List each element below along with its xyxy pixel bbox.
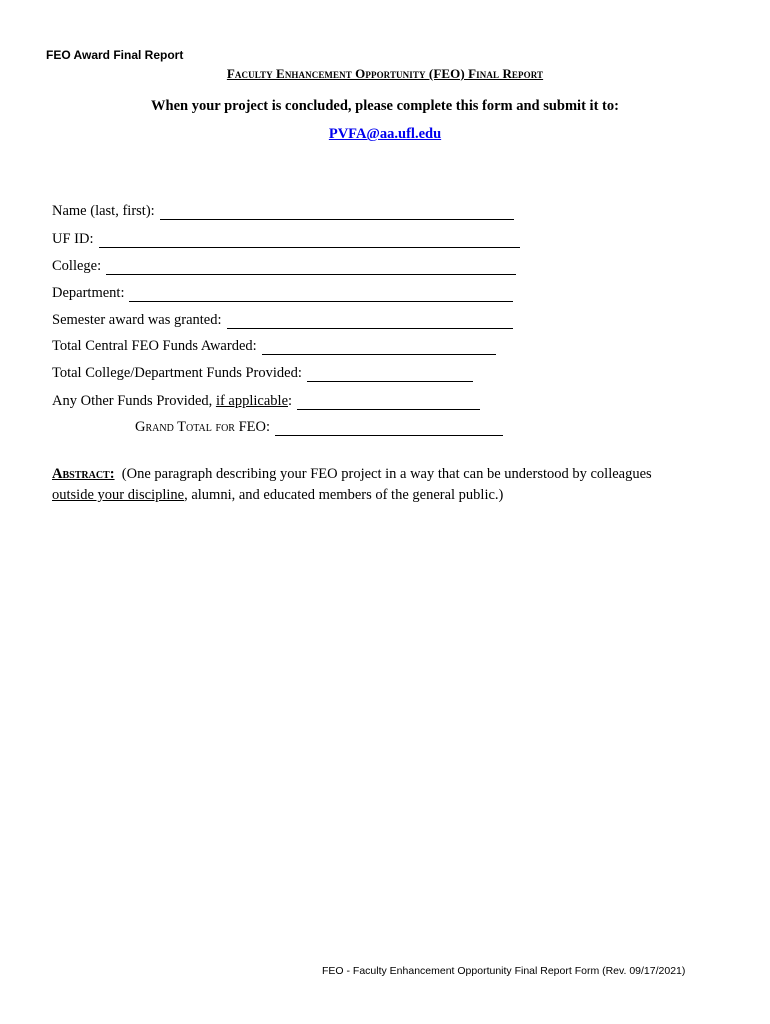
department-input-line[interactable] xyxy=(129,287,513,302)
abstract-text-end: , alumni, and educated members of the general public.) xyxy=(184,487,504,503)
central-funds-field-row xyxy=(52,338,496,355)
name-field-row xyxy=(52,203,514,220)
college-field-row xyxy=(52,258,516,275)
semester-label: Semester award was granted: xyxy=(52,312,222,328)
ufid-label: UF ID: xyxy=(52,231,94,247)
abstract-section xyxy=(52,464,712,506)
grand-total-field-row xyxy=(135,419,503,436)
college-funds-label: Total College/Department Funds Provided: xyxy=(52,365,302,381)
name-input-line[interactable] xyxy=(160,205,514,220)
semester-input-line[interactable] xyxy=(227,314,513,329)
submission-instruction: When your project is concluded, please complete this form and submit it to: xyxy=(151,98,619,114)
document-header-label: FEO Award Final Report xyxy=(46,48,184,62)
other-funds-label-suffix: : xyxy=(288,393,293,409)
submission-email-link[interactable]: PVFA@aa.ufl.edu xyxy=(328,126,442,142)
abstract-text-underlined: outside your discipline xyxy=(52,487,185,503)
department-field-row xyxy=(52,285,513,302)
ufid-field-row xyxy=(52,231,520,248)
semester-field-row xyxy=(52,312,513,329)
other-funds-label-prefix: Any Other Funds Provided, xyxy=(52,393,213,409)
page-footer: FEO - Faculty Enhancement Opportunity Final Report Form (Rev. 09/17/2021) xyxy=(322,965,686,977)
other-funds-label xyxy=(52,393,292,410)
department-label: Department: xyxy=(52,285,125,301)
other-funds-field-row xyxy=(52,393,480,410)
abstract-text-start: (One paragraph describing your FEO project in a way that can be understood by colleagues xyxy=(121,466,652,482)
central-funds-label: Total Central FEO Funds Awarded: xyxy=(52,338,257,354)
name-label: Name (last, first): xyxy=(52,203,155,219)
other-funds-label-underlined: if applicable xyxy=(215,393,288,409)
college-label: College: xyxy=(52,258,102,274)
college-input-line[interactable] xyxy=(106,260,516,275)
form-title: Faculty Enhancement Opportunity (FEO) Final Report xyxy=(226,66,544,81)
grand-total-label: Grand Total for FEO: xyxy=(135,419,271,435)
abstract-label: Abstract: xyxy=(52,466,115,482)
ufid-input-line[interactable] xyxy=(99,233,520,248)
college-funds-input-line[interactable] xyxy=(307,367,473,382)
central-funds-input-line[interactable] xyxy=(262,340,496,355)
college-funds-field-row xyxy=(52,365,473,382)
grand-total-input-line[interactable] xyxy=(275,421,503,436)
other-funds-input-line[interactable] xyxy=(297,395,480,410)
